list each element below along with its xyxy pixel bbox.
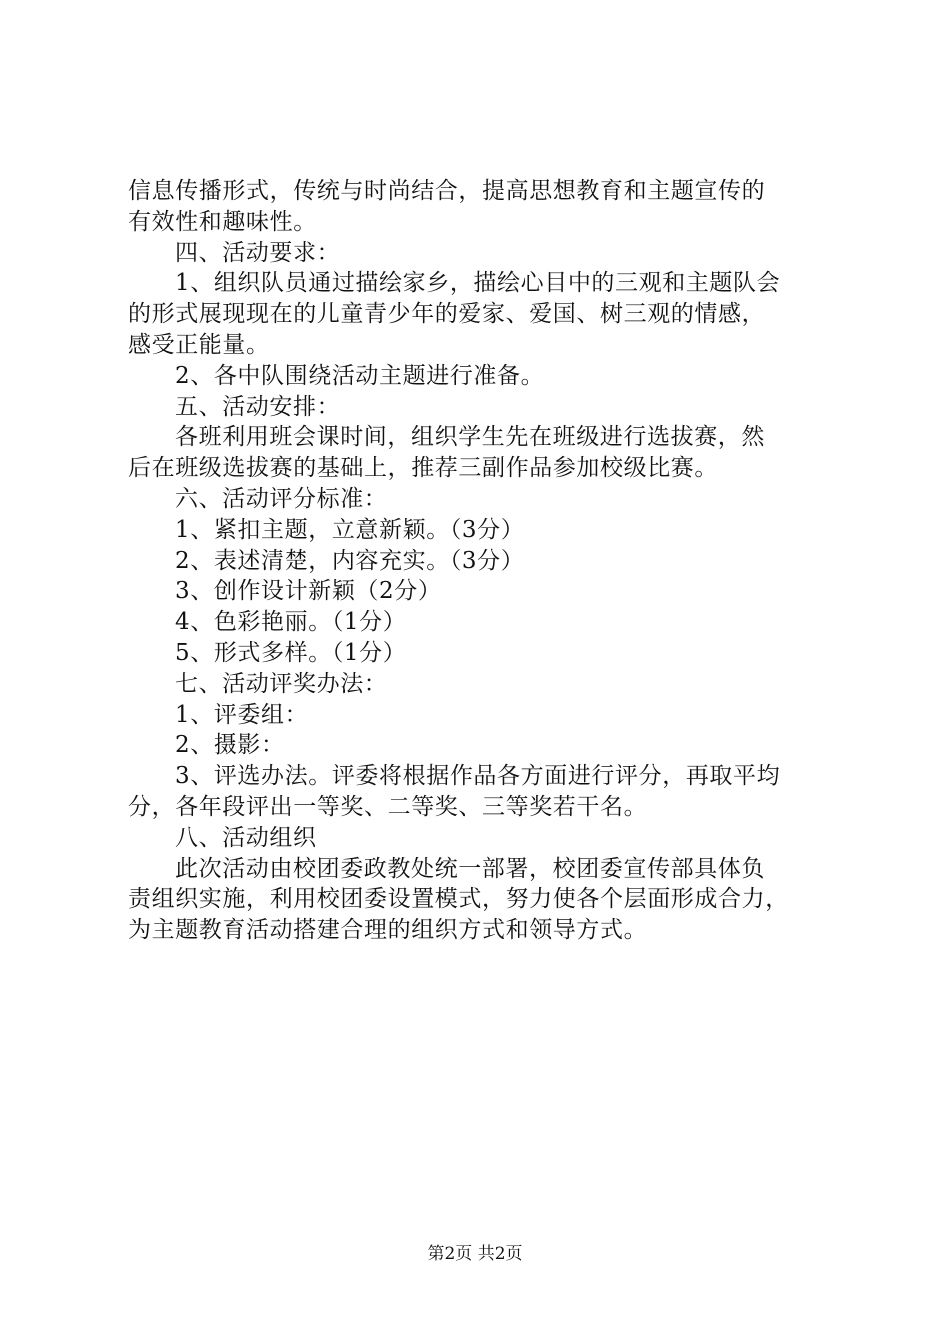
page-number: 第2页 共2页 xyxy=(427,1244,523,1264)
text-line: 责组织实施，利用校团委设置模式，努力使各个层面形成合力， xyxy=(128,886,789,913)
text-line: 信息传播形式，传统与时尚结合，提高思想教育和主题宣传的 xyxy=(128,178,766,204)
text-line: 后在班级选拔赛的基础上，推荐三副作品参加校级比赛。 xyxy=(128,455,718,482)
text-line: 有效性和趣味性。 xyxy=(128,208,317,235)
text-line: 各班利用班会课时间，组织学生先在班级进行选拔赛，然 xyxy=(175,424,765,451)
text-line: 为主题教育活动搭建合理的组织方式和领导方式。 xyxy=(128,917,648,944)
text-line: 分，各年段评出一等奖、二等奖、三等奖若干名。 xyxy=(128,793,648,820)
list-item: 3、创作设计新颖（2分） xyxy=(175,578,442,605)
text-line: 的形式展现现在的儿童青少年的爱家、爱国、树三观的情感， xyxy=(128,301,766,328)
list-item: 5、形式多样。（1分） xyxy=(175,639,407,666)
list-item: 2、摄影： xyxy=(175,732,285,759)
section-heading: 八、活动组织 xyxy=(175,824,317,851)
section-heading: 四、活动要求： xyxy=(175,239,341,266)
page-footer xyxy=(0,1243,950,1265)
section-heading: 六、活动评分标准： xyxy=(175,485,388,512)
list-item: 1、紧扣主题，立意新颖。（3分） xyxy=(175,516,525,543)
list-item: 4、色彩艳丽。（1分） xyxy=(175,609,407,636)
section-heading: 五、活动安排： xyxy=(175,393,341,420)
text-line: 2、各中队围绕活动主题进行准备。 xyxy=(175,362,545,389)
list-item: 2、表述清楚，内容充实。（3分） xyxy=(175,547,525,574)
text-line: 此次活动由校团委政教处统一部署，校团委宣传部具体负 xyxy=(175,855,765,882)
list-item: 3、评选办法。评委将根据作品各方面进行评分，再取平均 xyxy=(175,763,781,790)
body-text xyxy=(128,176,838,946)
text-line: 感受正能量。 xyxy=(128,331,270,358)
section-heading: 七、活动评奖办法： xyxy=(175,670,388,697)
text-line: 1、组织队员通过描绘家乡，描绘心目中的三观和主题队会 xyxy=(175,270,781,297)
list-item: 1、评委组： xyxy=(175,701,309,728)
